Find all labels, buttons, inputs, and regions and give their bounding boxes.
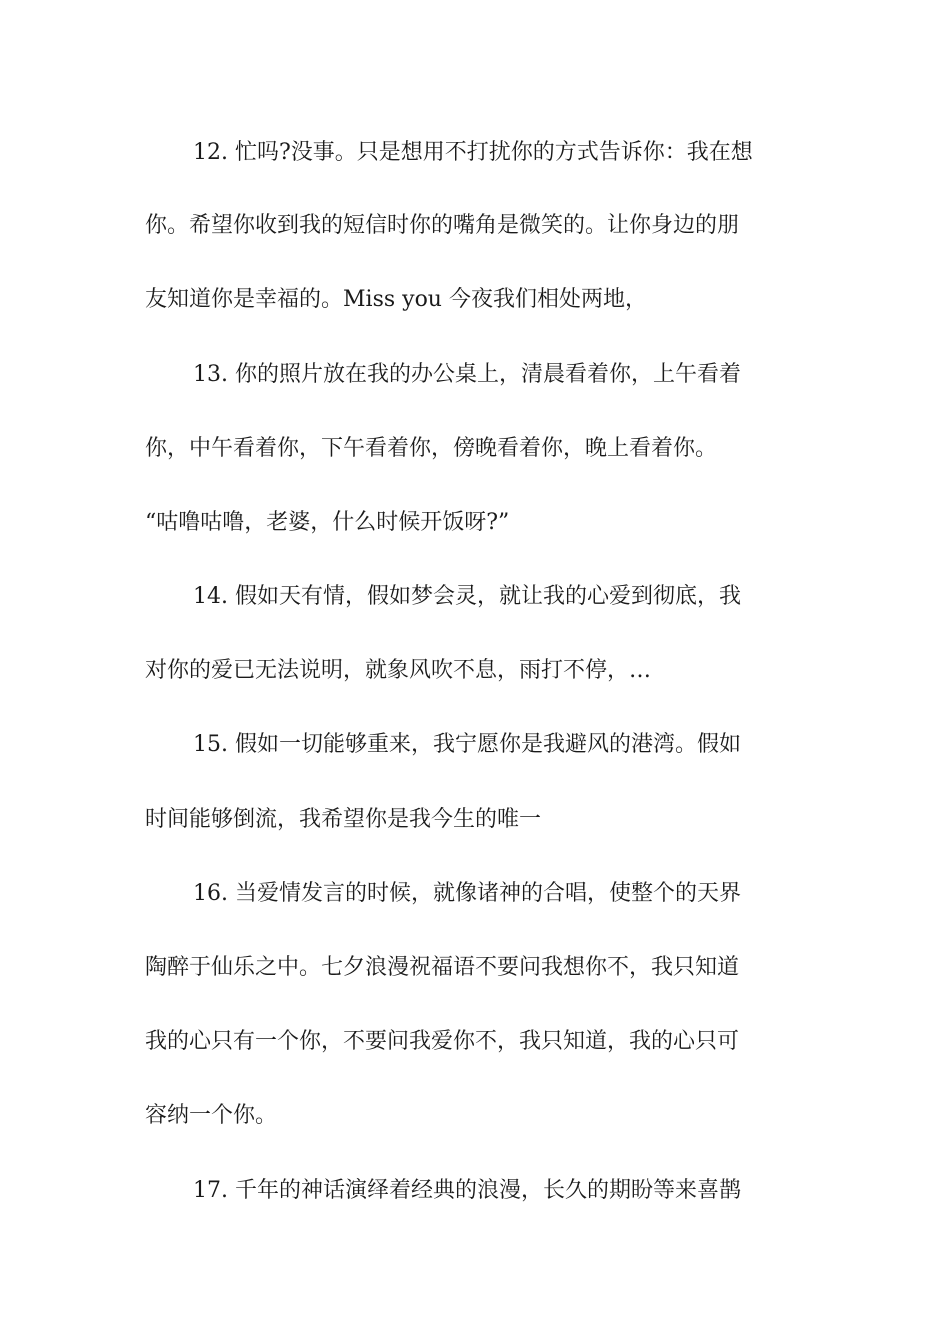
text-line: 15. 假如一切能够重来，我宁愿你是我避风的港湾。假如 bbox=[193, 732, 741, 757]
text-line: 容纳一个你。 bbox=[145, 1103, 278, 1128]
text-line: 17. 千年的神话演绎着经典的浪漫，长久的期盼等来喜鹊 bbox=[193, 1178, 741, 1203]
text-line: 友知道你是幸福的。Miss you 今夜我们相处两地， bbox=[145, 287, 647, 312]
text-line: 对你的爱已无法说明，就象风吹不息，雨打不停，… bbox=[145, 658, 652, 683]
text-line: 16. 当爱情发言的时候，就像诸神的合唱，使整个的天界 bbox=[193, 881, 741, 906]
text-line: 时间能够倒流，我希望你是我今生的唯一 bbox=[145, 807, 542, 832]
text-line: 我的心只有一个你，不要问我爱你不，我只知道，我的心只可 bbox=[145, 1029, 740, 1054]
text-line: 你。希望你收到我的短信时你的嘴角是微笑的。让你身边的朋 bbox=[145, 213, 740, 238]
text-line: 14. 假如天有情，假如梦会灵，就让我的心爱到彻底，我 bbox=[193, 584, 741, 609]
text-line: 陶醉于仙乐之中。七夕浪漫祝福语不要问我想你不，我只知道 bbox=[145, 955, 740, 980]
text-line: 13. 你的照片放在我的办公桌上，清晨看着你，上午看着 bbox=[193, 362, 741, 387]
text-line: “咕噜咕噜，老婆，什么时候开饭呀?” bbox=[145, 510, 510, 535]
text-line: 你，中午看着你，下午看着你，傍晚看着你，晚上看着你。 bbox=[145, 436, 718, 461]
text-line: 12. 忙吗?没事。只是想用不打扰你的方式告诉你：我在想 bbox=[193, 140, 753, 165]
